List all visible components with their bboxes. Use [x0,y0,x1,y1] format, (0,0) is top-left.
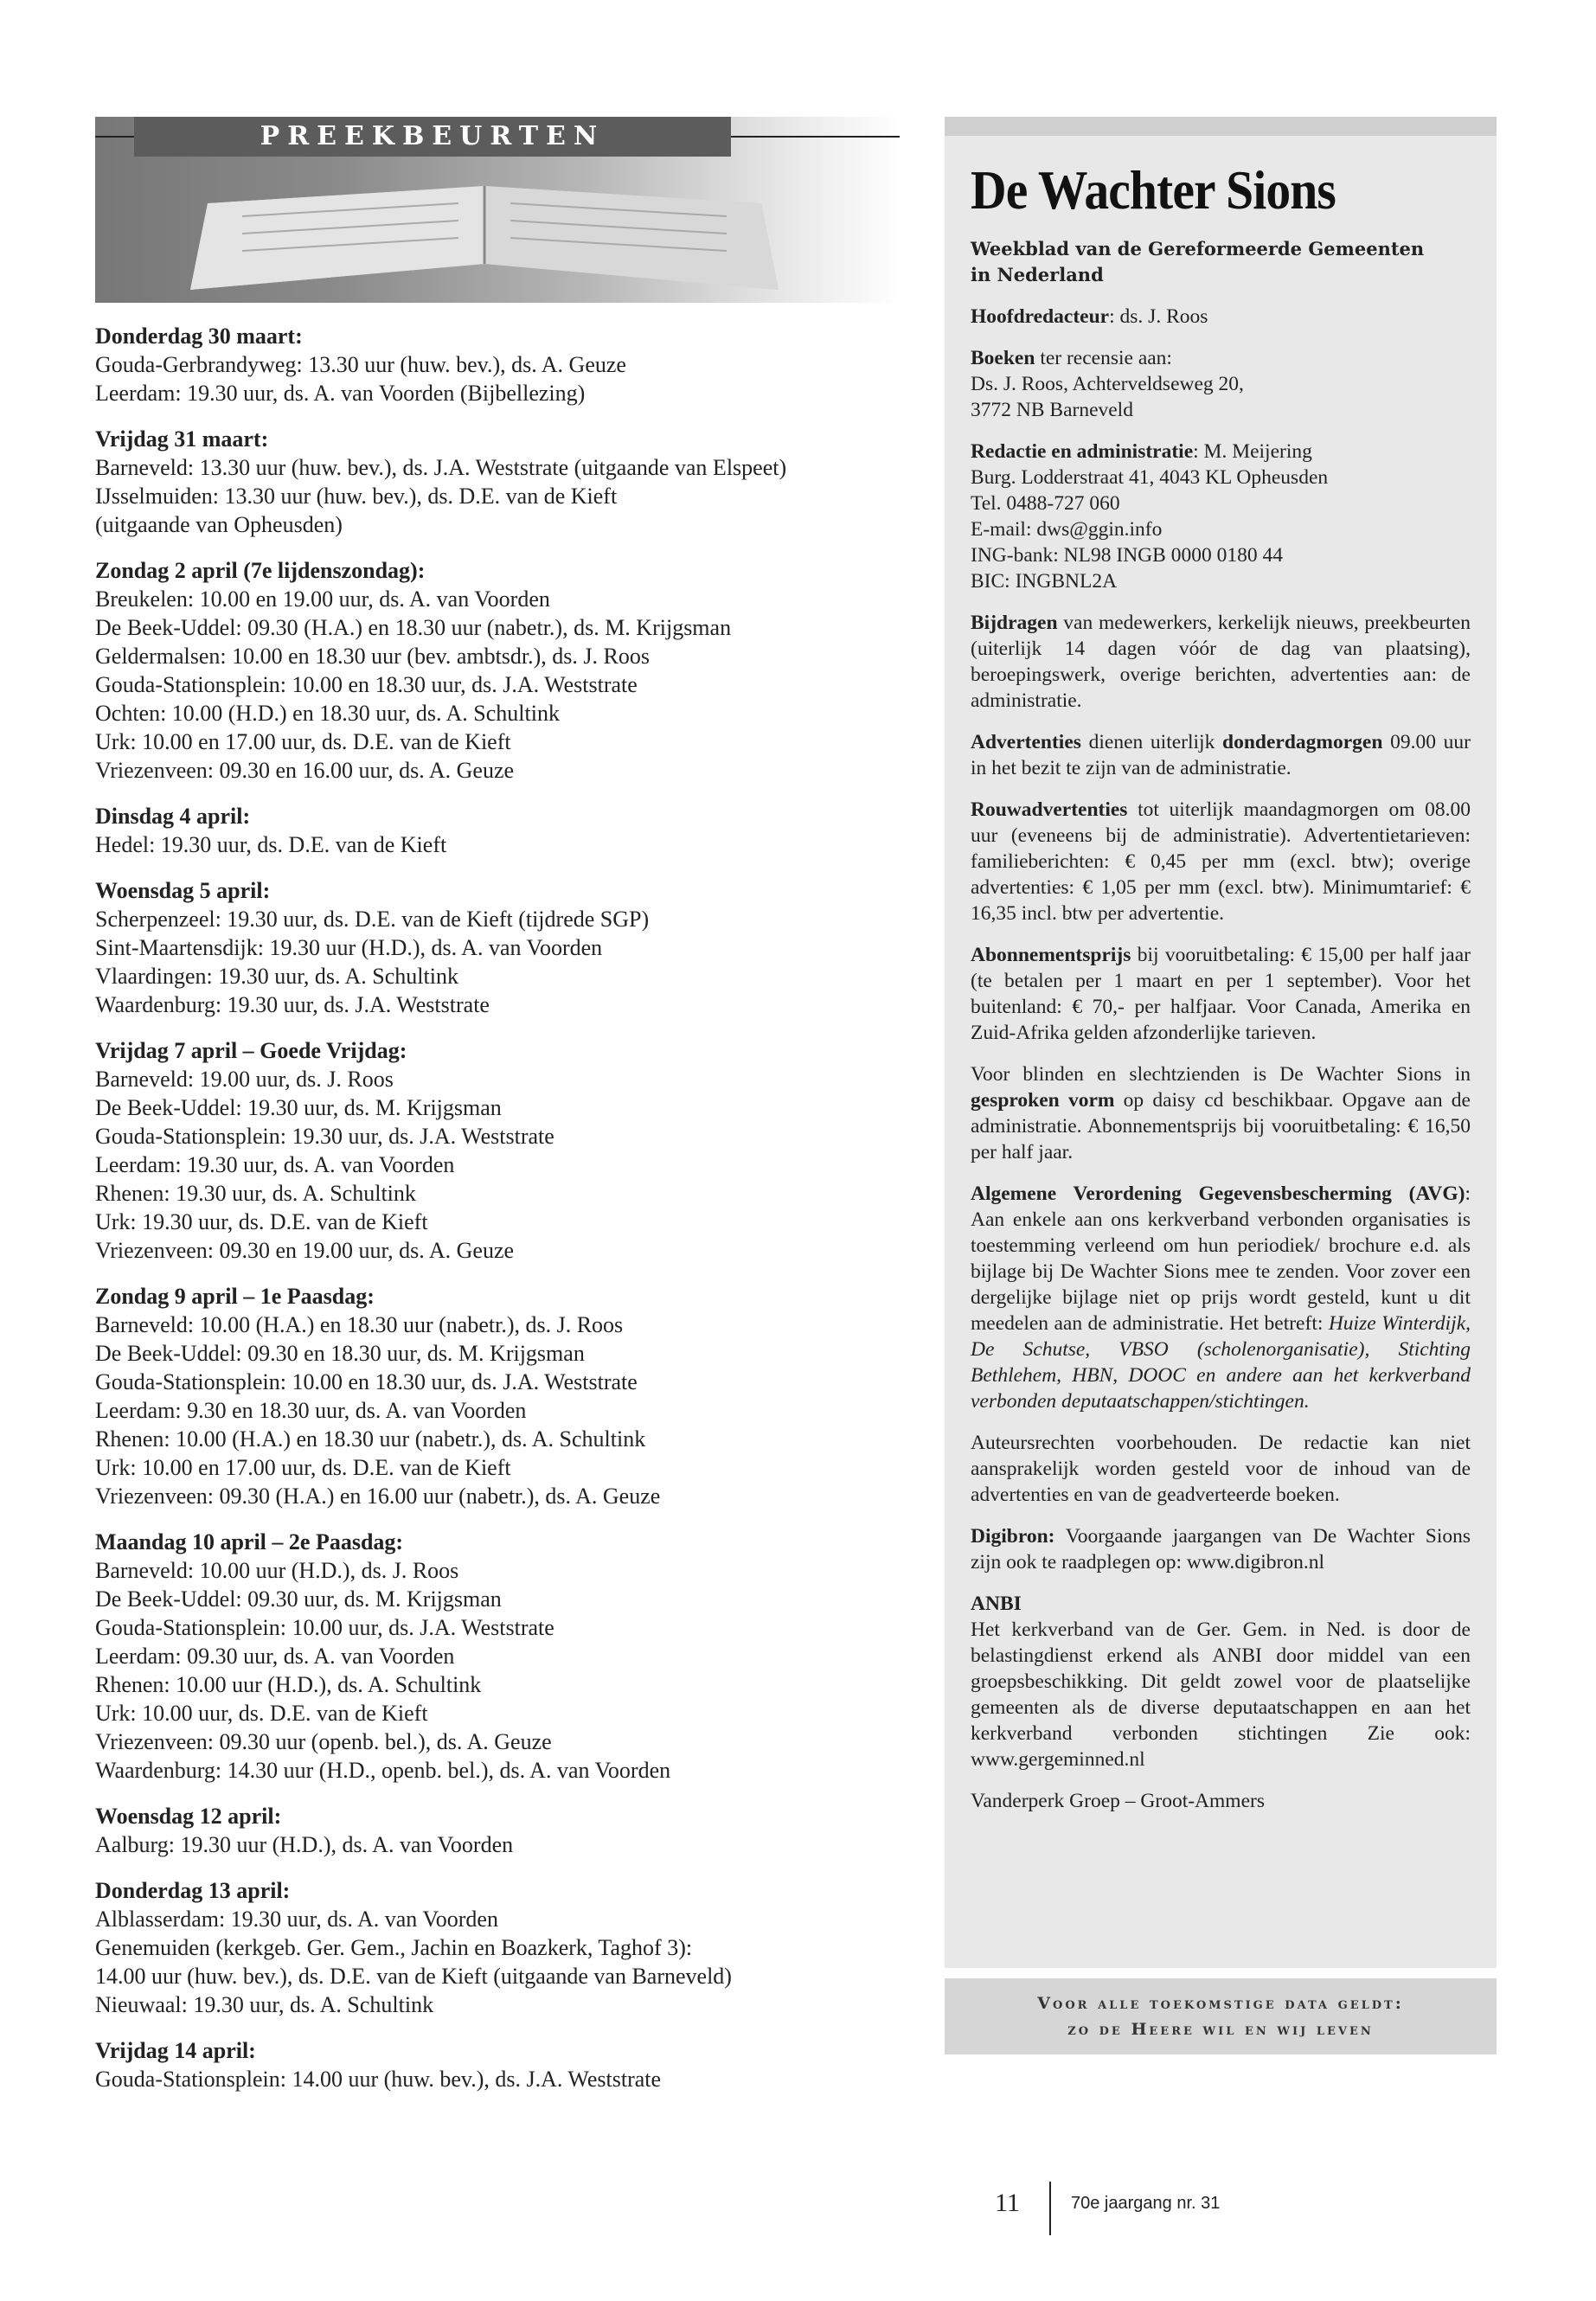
magazine-subtitle [971,236,1471,288]
service-line: 14.00 uur (huw. bev.), ds. D.E. van de Kieft (uitgaande van Barneveld) [95,1964,732,1989]
service-line: Nieuwaal: 19.30 uur, ds. A. Schultink [95,1992,434,2017]
service-line: (uitgaande van Opheusden) [95,512,343,537]
service-line: Genemuiden (kerkgeb. Ger. Gem., Jachin en Boazkerk, Taghof 3): [95,1935,693,1960]
service-line: Gouda-Stationsplein: 10.00 en 18.30 uur, ds. J.A. Weststrate [95,1369,638,1394]
service-line: Vriezenveen: 09.30 (H.A.) en 16.00 uur (nabetr.), ds. A. Geuze [95,1484,661,1509]
abonnementsprijs [971,942,1471,1046]
service-line: Waardenburg: 14.30 uur (H.D., openb. bel.), ds. A. van Voorden [95,1758,671,1783]
service-day [95,802,908,859]
colofon-box [945,117,1497,1968]
anbi [971,1591,1471,1772]
service-line: De Beek-Uddel: 19.30 uur, ds. M. Krijgsman [95,1095,502,1120]
redactie [971,439,1471,594]
service-line: Urk: 10.00 en 17.00 uur, ds. D.E. van de Kieft [95,1455,511,1480]
service-line: De Beek-Uddel: 09.30 en 18.30 uur, ds. M. Krijgsman [95,1341,585,1366]
service-line: Leerdam: 19.30 uur, ds. A. van Voorden (Bijbellezing) [95,381,586,406]
subtitle-line: in Nederland [971,264,1104,285]
label: Boeken [971,347,1035,369]
service-line: Leerdam: 09.30 uur, ds. A. van Voorden [95,1644,455,1669]
service-line: Rhenen: 10.00 (H.A.) en 18.30 uur (nabetr.), ds. A. Schultink [95,1426,646,1452]
service-line: Geldermalsen: 10.00 en 18.30 uur (bev. ambtsdr.), ds. J. Roos [95,644,650,669]
label: Digibron: [971,1525,1055,1548]
service-line: Vriezenveen: 09.30 en 19.00 uur, ds. A. Geuze [95,1238,515,1263]
value: : M. Meijering [1193,440,1312,463]
service-day [95,1036,908,1265]
bold-text: donderdagmorgen [1222,731,1383,753]
service-day-heading: Vrijdag 14 april: [95,2038,256,2063]
text: ter recensie aan: [1035,347,1172,369]
text: Het kerkverband van de Ger. Gem. in Ned. is door de belastingdienst erkend als ANBI door middel van een groepsbeschikking. Dit geldt zowel voor de plaatselijke gemeenten als de diverse deputaatschappen en aan het kerkverband verbonden stichtingen Zie ook: www.gergeminned.nl [971,1618,1471,1771]
service-line: Rhenen: 10.00 uur (H.D.), ds. A. Schultink [95,1672,482,1697]
service-line: Gouda-Stationsplein: 10.00 en 18.30 uur, ds. J.A. Weststrate [95,672,638,697]
service-day [95,1528,908,1785]
service-line: Urk: 10.00 en 17.00 uur, ds. D.E. van de Kieft [95,729,511,754]
issue-label: 70e jaargang nr. 31 [1071,2194,1221,2213]
italic-text: Huize Winterdijk, De Schutse, VBSO (scholenorganisatie), Stichting Bethlehem, HBN, DOOC en andere aan het kerkverband verbonden deputaatschappen/stichtingen. [971,1312,1471,1413]
service-line: Aalburg: 19.30 uur (H.D.), ds. A. van Voorden [95,1832,514,1857]
colofon-column [945,117,1497,2132]
service-line: Gouda-Stationsplein: 19.30 uur, ds. J.A. Weststrate [95,1124,554,1149]
text: Voorgaande jaargangen van De Wachter Sions zijn ook te raadplegen op: www.digibron.nl [971,1525,1471,1574]
preekbeurten-column [95,117,908,2111]
digibron [971,1523,1471,1575]
service-line: Barneveld: 10.00 uur (H.D.), ds. J. Roos [95,1558,459,1583]
hoofdredacteur [971,304,1471,330]
rouwadvertenties [971,797,1471,926]
service-day-heading: Vrijdag 31 maart: [95,426,269,452]
bijdragen [971,610,1471,714]
service-line: Urk: 19.30 uur, ds. D.E. van de Kieft [95,1209,428,1234]
text: bij vooruitbetaling: € 15,00 per half jaar (te betalen per 1 maart en per 1 september). Voor het buitenland: € 70,- per halfjaar. Voor Canada, Amerika en Zuid-Afrika gelden afzonderlijke tarieven. [971,944,1471,1044]
service-day [95,425,908,539]
service-line: Barneveld: 19.00 uur, ds. J. Roos [95,1067,394,1092]
service-line: Vlaardingen: 19.30 uur, ds. A. Schultink [95,964,458,989]
service-line: Vriezenveen: 09.30 en 16.00 uur, ds. A. Geuze [95,758,515,783]
service-line: Gouda-Stationsplein: 10.00 uur, ds. J.A. Weststrate [95,1615,554,1640]
preekbeurten-list [95,322,908,2093]
label: ANBI [971,1593,1022,1615]
bold-text: gesproken vorm [971,1089,1115,1112]
advertenties [971,729,1471,781]
text: dienen uiterlijk [1080,731,1223,753]
service-day-heading: Zondag 2 april (7e lijdenszondag): [95,558,426,583]
service-line: IJsselmuiden: 13.30 uur (huw. bev.), ds. D.E. van de Kieft [95,484,618,509]
service-day-heading: Woensdag 12 april: [95,1804,282,1829]
magazine-title: De Wachter Sions [971,159,1336,221]
service-day [95,1282,908,1510]
service-day-heading: Woensdag 5 april: [95,878,271,903]
address-line: Ds. J. Roos, Achterveldseweg 20, [971,373,1244,395]
service-line: Scherpenzeel: 19.30 uur, ds. D.E. van de Kieft (tijdrede SGP) [95,907,650,932]
service-line: Hedel: 19.30 uur, ds. D.E. van de Kieft [95,832,447,857]
section-title: PREEKBEURTEN [134,117,731,157]
service-line: Leerdam: 9.30 en 18.30 uur, ds. A. van Voorden [95,1398,527,1423]
text: : Aan enkele aan ons kerkverband verbonden organisaties is toestemming verleend om hun periodiek/ brochure e.d. als bijlage bij De Wachter Sions mee te zenden. Voor zover een dergelijke bijlage niet op prijs wordt gesteld, kunt u dit meedelen aan de administratie. Het betreft: [971,1183,1471,1335]
service-day [95,322,908,407]
email-line: E-mail: dws@ggin.info [971,518,1163,541]
service-day [95,556,908,785]
open-book-icon [156,169,813,298]
notice-line: Voor alle toekomstige data geldt: [1037,1994,1404,2013]
boeken [971,345,1471,423]
service-day [95,1876,908,2019]
printer: Vanderperk Groep – Groot-Ammers [971,1790,1265,1812]
service-line: De Beek-Uddel: 09.30 (H.A.) en 18.30 uur (nabetr.), ds. M. Krijgsman [95,615,732,640]
service-line: Gouda-Gerbrandyweg: 13.30 uur (huw. bev.), ds. A. Geuze [95,352,626,377]
service-day [95,2036,908,2093]
service-line: Sint-Maartensdijk: 19.30 uur (H.D.), ds. A. van Voorden [95,935,603,960]
text: op daisy cd beschikbaar. Opgave aan de administratie. Abonnementsprijs bij vooruitbetaling: € 16,50 per half jaar. [971,1089,1471,1163]
label: Abonnementsprijs [971,944,1131,966]
preekbeurten-banner [95,117,900,303]
text: van medewerkers, kerkelijk nieuws, preekbeurten (uiterlijk 14 dagen vóór de dag van plaatsing), beroepingswerk, overige berichten, advertenties aan: de administratie. [971,612,1471,712]
page-divider [1049,2182,1051,2235]
service-day-heading: Zondag 9 april – 1e Paasdag: [95,1284,375,1309]
service-line: Gouda-Stationsplein: 14.00 uur (huw. bev.), ds. J.A. Weststrate [95,2067,662,2092]
service-day-heading: Donderdag 13 april: [95,1878,291,1903]
service-day-heading: Donderdag 30 maart: [95,324,303,349]
label: Hoofdredacteur [971,305,1110,328]
service-line: Alblasserdam: 19.30 uur, ds. A. van Voorden [95,1907,498,1932]
auteursrechten: Auteursrechten voorbehouden. De redactie kan niet aansprakelijk worden gesteld voor de inhoud van de advertenties en van de geadverteerde boeken. [971,1432,1471,1506]
label: Rouwadvertenties [971,798,1128,821]
service-line: De Beek-Uddel: 09.30 uur, ds. M. Krijgsman [95,1586,502,1612]
service-line: Waardenburg: 19.30 uur, ds. J.A. Weststrate [95,992,490,1017]
service-day [95,1802,908,1859]
text: 09.00 uur in het bezit te zijn van de administratie. [971,731,1471,779]
service-line: Barneveld: 10.00 (H.A.) en 18.30 uur (nabetr.), ds. J. Roos [95,1312,624,1337]
service-day-heading: Vrijdag 7 april – Goede Vrijdag: [95,1038,407,1063]
footer-notice [945,1978,1497,2054]
service-line: Rhenen: 19.30 uur, ds. A. Schultink [95,1181,416,1206]
service-line: Vriezenveen: 09.30 uur (openb. bel.), ds. A. Geuze [95,1729,552,1754]
service-line: Leerdam: 19.30 uur, ds. A. van Voorden [95,1152,455,1177]
text: tot uiterlijk maandagmorgen om 08.00 uur (eveneens bij de administratie). Advertentietarieven: familieberichten: € 0,45 per mm (excl. btw); overige advertenties: € 1,05 per mm (excl. btw). Minimumtarief: € 16,35 incl. btw per advertentie. [971,798,1471,925]
service-line: Ochten: 10.00 (H.D.) en 18.30 uur, ds. A. Schultink [95,701,560,726]
label: Redactie en administratie [971,440,1194,463]
label: Algemene Verordening Gegevensbescherming (AVG) [971,1183,1465,1205]
notice-line: zo de Heere wil en wij leven [1067,2020,1374,2039]
service-line: Barneveld: 13.30 uur (huw. bev.), ds. J.A. Weststrate (uitgaande van Elspeet) [95,455,787,480]
bic-line: BIC: INGBNL2A [971,570,1118,593]
avg [971,1181,1471,1414]
contact-line: Burg. Lodderstraat 41, 4043 KL Opheusden [971,466,1329,489]
service-line: Urk: 10.00 uur, ds. D.E. van de Kieft [95,1701,428,1726]
label: Bijdragen [971,612,1058,634]
text: Voor blinden en slechtzienden is De Wachter Sions in [971,1063,1471,1086]
service-day-heading: Dinsdag 4 april: [95,804,251,829]
label: Advertenties [971,731,1081,753]
service-line: Breukelen: 10.00 en 19.00 uur, ds. A. van Voorden [95,586,550,612]
service-day [95,876,908,1019]
address-line: 3772 NB Barneveld [971,399,1133,421]
contact-line: Tel. 0488-727 060 [971,492,1120,515]
blinden [971,1061,1471,1165]
bank-line: ING-bank: NL98 INGB 0000 0180 44 [971,544,1283,567]
value: : ds. J. Roos [1109,305,1208,328]
subtitle-line: Weekblad van de Gereformeerde Gemeenten [971,238,1425,260]
service-day-heading: Maandag 10 april – 2e Paasdag: [95,1529,404,1554]
page-number: 11 [995,2189,1020,2217]
